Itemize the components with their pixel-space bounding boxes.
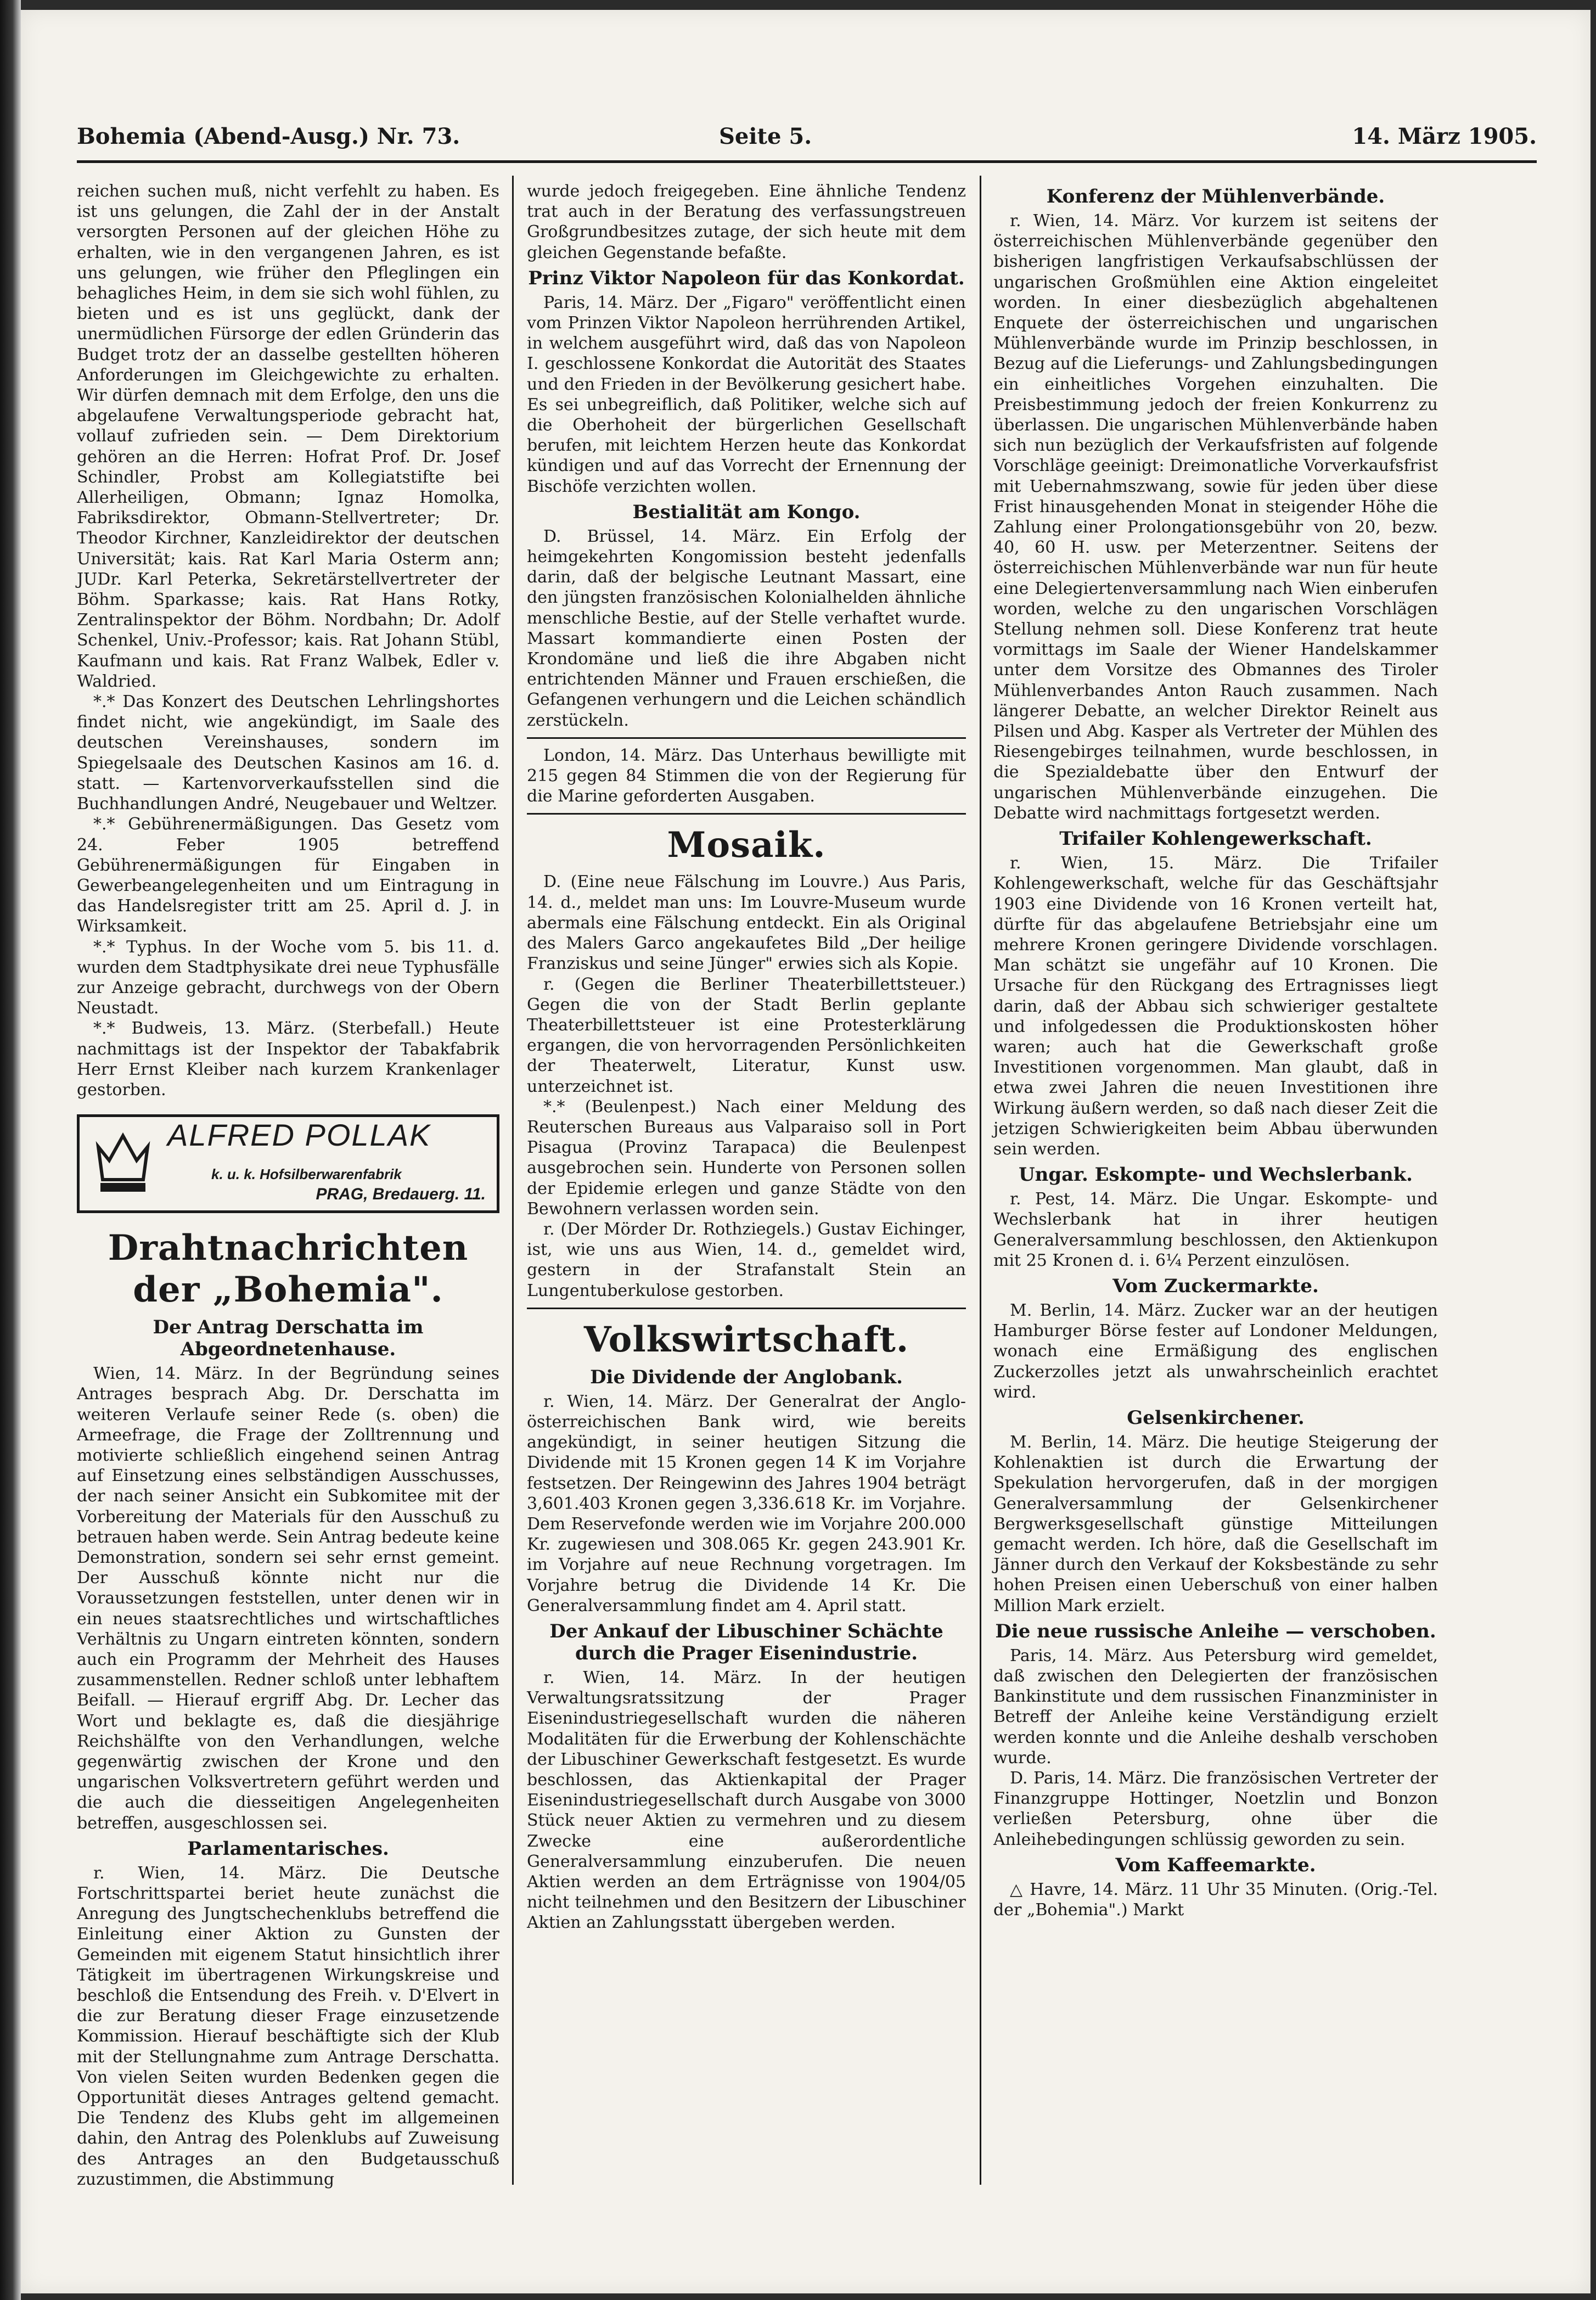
article-heading: Die Dividende der Anglobank. — [590, 1366, 903, 1388]
article-text: Paris, 14. März. Aus Petersburg wird gemeldet, daß zwischen den Delegierten der französischen Bankinstitute und dem russischen Finanzminister in Betreff der Anleihe keine Verständigung erzielt werden konnte und die Anleihe deshalb verschoben wurde. — [993, 1646, 1438, 1768]
article-text: *.* Budweis, 13. März. (Sterbefall.) Heute nachmittags ist der Inspektor der Tabakfabrik Herr Ernst Kleiber nach kurzem Krankenlager gestorben. — [77, 1019, 499, 1099]
article-text: r. Wien, 14. März. In der heutigen Verwaltungsratssitzung der Prager Eisenindustriegesellschaft wurden die näheren Modalitäten für die Erwerbung der Kohlenschächte der Libuschiner Gewerkschaft festgesetzt. Es wurde beschlossen, das Aktienkapital der Prager Eisenindustriegesellschaft durch Ausgabe von 3000 Stück neuer Aktien zu vermehren und zu diesem Zwecke eine außerordentliche Generalversammlung einzuberufen. Die neuen Aktien werden an dem Erträgnisse von 1904/05 nicht teilnehmen und den Besitzern der Libuschiner Aktien an Zahlungsstatt übergeben werden. — [527, 1668, 966, 1933]
column-divider-2 — [980, 176, 981, 2185]
header-date: 14. März 1905. — [1352, 124, 1537, 149]
article-text: *.* Gebührenermäßigungen. Das Gesetz vom 24. Feber 1905 betreffend Gebührenermäßigungen für Eingaben in Gewerbeangelegenheiten und um Eintragung in das Handelsregister tritt am 25. April d. J. in Wirksamkeit. — [77, 815, 499, 936]
page-header — [77, 124, 1537, 156]
advertiser-trade: k. u. k. Hofsilberwarenfabrik — [211, 1166, 402, 1183]
article-text: M. Berlin, 14. März. Zucker war an der heutigen Hamburger Börse fester auf Londoner Meldungen, wonach eine Ermäßigung des englischen Zuckerzolles jetzt als unwahrscheinlich erachtet wird. — [993, 1300, 1438, 1402]
article-heading: Trifailer Kohlengewerkschaft. — [1059, 828, 1372, 850]
article-text: r. (Gegen die Berliner Theaterbillettsteuer.) Gegen die von der Stadt Berlin geplante Theaterbillettsteuer ist eine Protesterklärung ergangen, die von hervorragenden Persönlichkeiten der Theaterwelt, Literatur, Kunst usw. unterzeichnet ist. — [527, 974, 966, 1096]
article-heading: Der Ankauf der Libuschiner Schächte durch die Prager Eisenindustrie. — [549, 1620, 943, 1664]
article-text: r. Wien, 15. März. Die Trifailer Kohlengewerkschaft, welche für das Geschäftsjahr 1903 eine Dividende von 16 Kronen verteilt hat, dürfte für das abgelaufene Betriebsjahr eine um mehrere Kronen geringere Dividende vorschlagen. Man schätzt sie ungefähr auf 10 Kronen. Die Ursache für den Rückgang des Ertragnisses liegt darin, daß der Abbau sich schwieriger gestaltete und infolgedessen die Produktionskosten höher waren; auch hat die Gewerkschaft große Investitionen vorgenommen. Man glaubt, daß in etwa zwei Jahren die neuen Investitionen ihre Wirkung äußern werden, so daß nach dieser Zeit die jetzigen Schwierigkeiten beim Abbau überwunden sein werden. — [993, 854, 1438, 1159]
article-heading: Prinz Viktor Napoleon für das Konkordat. — [528, 267, 965, 289]
section-title: Mosaik. — [667, 824, 826, 866]
binding-edge — [0, 0, 21, 2300]
article-heading: Bestialität am Kongo. — [632, 501, 861, 523]
crown-emblem-icon — [93, 1130, 153, 1196]
advertiser-address: PRAG, Bredauerg. 11. — [316, 1185, 486, 1204]
column-2 — [527, 181, 966, 1933]
advertiser-name: ALFRED POLLAK — [167, 1118, 431, 1153]
article-heading: Vom Kaffeemarkte. — [1115, 1854, 1316, 1876]
article-heading: Konferenz der Mühlenverbände. — [1046, 186, 1385, 207]
header-page-number: Seite 5. — [719, 124, 812, 149]
header-masthead: Bohemia (Abend-Ausg.) Nr. 73. — [77, 124, 460, 149]
article-text: *.* Das Konzert des Deutschen Lehrlingshortes findet nicht, wie angekündigt, im Saale des deutschen Vereinshauses, sondern im Spiegelsaale des Deutschen Kasinos am 16. d. statt. — Kartenvorverkaufsstellen sind die Buchhandlungen André, Neugebauer und Weltzer. — [77, 692, 499, 814]
article-text: Paris, 14. März. Der „Figaro" veröffentlicht einen vom Prinzen Viktor Napoleon herrührenden Artikel, in welchem ausgeführt wird, daß das von Napoleon I. geschlossene Konkordat die Autorität des Staates und den Frieden in der Bevölkerung gesichert habe. Es sei unbegreiflich, daß Politiker, welche sich auf die Oberhoheit der bürgerlichen Gesellschaft berufen, mit leichtem Herzen heute das Konkordat kündigen und auf das Vorrecht der Ernennung der Bischöfe verzichten wollen. — [527, 293, 966, 496]
separator-rule — [527, 1308, 966, 1309]
article-text: r. Wien, 14. März. Die Deutsche Fortschrittspartei beriet heute zunächst die Anregung des Jungtschechenklubs betreffend die Einleitung einer Aktion zu Gunsten der Gemeinden mit eigenem Statut hinsichtlich ihrer Tätigkeit im übertragenen Wirkungskreise und beschloß die Entsendung des Freih. v. D'Elvert in die zur Beratung dieser Frage einzusetzende Kommission. Hierauf beschäftigte sich der Klub mit der Stellungnahme zum Antrage Derschatta. Von vielen Seiten wurden Bedenken gegen die Opportunität dieses Antrages geltend gemacht. Die Tendenz des Klubs geht im allgemeinen dahin, den Antrag des Polenklubs auf Zuweisung des Antrages an den Budgetausschuß zuzustimmen, die Abstimmung — [77, 1863, 499, 2189]
article-text: reichen suchen muß, nicht verfehlt zu haben. Es ist uns gelungen, die Zahl der in der Anstalt versorgten Personen auf der gleichen Höhe zu erhalten, wie in den vergangenen Jahren, es ist uns gelungen, wie früher den Pfleglingen ein behagliches Heim, in dem sie sich wohl fühlen, zu bieten und es ist uns geglückt, dank der unermüdlichen Fürsorge der edlen Gründerin das Budget trotz der an dasselbe gestellten höheren Anforderungen im Gleichgewichte zu erhalten. Wir dürfen demnach mit dem Erfolge, den uns die abgelaufene Verwaltungsperiode gebracht hat, vollauf zufrieden sein. — Dem Direktorium gehören an die Herren: Hofrat Prof. Dr. Josef Schindler, Probst am Kollegiatstifte bei Allerheiligen, Obmann; Ignaz Homolka, Fabriksdirektor, Obmann-Stellvertreter; Dr. Theodor Kirchner, Kanzleidirektor der deutschen Universität; kais. Rat Karl Maria Osterm ann; JUDr. Karl Peterka, Sekretärstellvertreter der Böhm. Sparkasse; kais. Rat Hans Rotky, Zentralinspektor der Böhm. Nordbahn; Dr. Adolf Schenkel, Univ.-Professor; kais. Rat Johann Stübl, Kaufmann und kais. Rat Franz Walbek, Edler v. Waldried. — [77, 182, 499, 691]
section-title: Volkswirtschaft. — [583, 1319, 909, 1360]
article-text: r. (Der Mörder Dr. Rothziegels.) Gustav Eichinger, ist, wie uns aus Wien, 14. d., gemeldet wird, gestern in der Strafanstalt Stein an Lungentuberkulose gestorben. — [527, 1219, 966, 1300]
article-text: D. Paris, 14. März. Die französischen Vertreter der Finanzgruppe Hottinger, Noetzlin und Bonzon verließen Petersburg, ohne über die Anleihebedingungen schlüssig geworden zu sein. — [993, 1769, 1438, 1849]
header-rule — [77, 160, 1537, 163]
column-3 — [993, 181, 1438, 1920]
article-heading: Ungar. Eskompte- und Wechslerbank. — [1018, 1164, 1413, 1186]
article-text: Wien, 14. März. In der Begründung seines Antrages besprach Abg. Dr. Derschatta im weiteren Verlaufe seiner Rede (s. oben) die Armeefrage, die Frage der Zolltrennung und motivierte schließlich eingehend seinen Antrag auf Einsetzung eines selbständigen Ausschusses, der nach seiner Ansicht ein Subkomitee mit der Vorbereitung der Materials für den Ausschuß zu betrauen haben werde. Sein Antrag bedeute keine Demonstration, sondern sei sehr ernst gemeint. Der Ausschuß könnte nicht nur die Voraussetzungen feststellen, unter denen wir in ein neues staatsrechtliches und wirtschaftliches Verhältnis zu Ungarn eintreten könnten, sondern auch ein Programm der Mehrheit des Hauses zusammenstellen. Redner schloß unter lebhaftem Beifall. — Hierauf ergriff Abg. Dr. Lecher das Wort und beklagte es, daß die diesjährige Reichshälfte von den Verhandlungen, welche gegenwärtig zwischen der Krone und den ungarischen Volksvertretern geführt werden und die auch die diesseitigen Angelegenheiten betreffen, ausgeschlossen sei. — [77, 1364, 499, 1833]
article-heading: Die neue russische Anleihe — verschoben. — [995, 1620, 1436, 1642]
article-text: r. Pest, 14. März. Die Ungar. Eskompte- und Wechslerbank hat in ihrer heutigen Generalversammlung beschlossen, den Aktienkupon mit 25 Kronen d. i. 6¼ Perzent einzulösen. — [993, 1190, 1438, 1270]
article-text: wurde jedoch freigegeben. Eine ähnliche Tendenz trat auch in der Beratung des verfassungstreuen Großgrundbesitzes zutage, der sich heute mit dem gleichen Gegenstande befaßte. — [527, 182, 966, 262]
article-heading: Vom Zuckermarkte. — [1112, 1275, 1319, 1297]
column-1 — [77, 181, 499, 2190]
article-text: D. (Eine neue Fälschung im Louvre.) Aus Paris, 14. d., meldet man uns: Im Louvre-Museum wurde abermals eine Fälschung entdeckt. Ein als Original des Malers Garco angekaufetes Bild „Der heilige Franziskus und seine Jünger" erwies sich als Kopie. — [527, 872, 966, 974]
article-text: London, 14. März. Das Unterhaus bewilligte mit 215 gegen 84 Stimmen die von der Regierung für die Marine geforderten Ausgaben. — [527, 745, 966, 806]
article-heading: Der Antrag Derschatta im Abgeordnetenhause. — [153, 1316, 424, 1361]
article-text: D. Brüssel, 14. März. Ein Erfolg der heimgekehrten Kongomission besteht jedenfalls darin, daß der belgische Leutnant Massart, eine den jüngsten französischen Kolonialhelden ähnliche menschliche Bestie, auf der Stelle verhaftet wurde. Massart kommandierte einen Posten der Krondomäne und ließ die ihre Abgaben nicht entrichtenden Männer und Frauen erschießen, die Gefangenen verhungern und die Leichen schändlich zerstückeln. — [527, 526, 966, 730]
separator-rule — [527, 813, 966, 815]
article-heading: Gelsenkirchener. — [1127, 1406, 1305, 1429]
advertisement-box — [77, 1114, 499, 1213]
article-heading: Parlamentarisches. — [187, 1837, 389, 1860]
article-text: r. Wien, 14. März. Vor kurzem ist seitens der österreichischen Mühlenverbände gegenüber den bisherigen langfristigen Verkaufsabschlüssen der ungarischen Großmühlen eine Aktion eingeleitet worden. In einer diesbezüglich abgehaltenen Enquete der österreichischen und ungarischen Mühlenverbände wurde im Prinzip beschlossen, in Bezug auf die Lieferungs- und Zahlungsbedingungen ein einheitliches Vorgehen einzuhalten. Die Preisbestimmung jedoch der freien Konkurrenz zu überlassen. Die ungarischen Mühlenverbände haben sich nun bezüglich der Verkaufsfristen auf folgende Vorschläge geeinigt: Dreimonatliche Vorverkaufsfrist mit Uebernahmszwang, sowie für jeden über diese Frist hinausgehenden Monat in steigender Höhe die Zahlung einer Prolongationsgebühr von 20, bezw. 40, 60 H. usw. per Meterzentner. Seitens der österreichischen Mühlenverbände war nun für heute eine Delegiertenversammlung nach Wien einberufen worden, welche zu den ungarischen Vorschlägen Stellung nehmen soll. Diese Konferenz trat heute vormittags im Saale der Wiener Handelskammer unter dem Vorsitze des Obmannes des Tiroler Mühlenverbandes Anton Rauch zusammen. Nach längerer Debatte, an welcher Direktor Reinelt aus Pilsen und Abg. Kasper als Vertreter der Mühlen des Riesengebirges teilnahmen, wurde beschlossen, in die Spezialdebatte über den Entwurf der ungarischen Mühlenverbände einzugehen. Die Debatte wird nachmittags fortgesetzt werden. — [993, 211, 1438, 823]
article-text: r. Wien, 14. März. Der Generalrat der Anglo-österreichischen Bank wird, wie bereits angekündigt, in seiner heutigen Sitzung die Dividende mit 15 Kronen gegen 14 K im Vorjahre festsetzen. Der Reingewinn des Jahres 1904 beträgt 3,601.403 Kronen gegen 3,336.618 Kr. im Vorjahre. Dem Reservefonde werden wie im Vorjahre 200.000 Kr. zugewiesen und 308.065 Kr. gegen 243.901 Kr. im Vorjahre auf neue Rechnung vorgetragen. Im Vorjahre betrug die Dividende 14 Kr. Die Generalversammlung findet am 4. April statt. — [527, 1392, 966, 1615]
section-title: Drahtnachrichten der „Bohemia". — [108, 1227, 469, 1311]
separator-rule — [527, 737, 966, 739]
column-divider-1 — [512, 176, 514, 2185]
article-text: *.* (Beulenpest.) Nach einer Meldung des Reuterschen Bureaus aus Valparaiso soll in Port Pisagua (Provinz Tarapaca) die Beulenpest ausgebrochen sein. Hunderte von Personen sollen der Epidemie erlegen und ganze Städte von den Bewohnern verlassen worden sein. — [527, 1097, 966, 1219]
article-text: M. Berlin, 14. März. Die heutige Steigerung der Kohlenaktien ist durch die Erwartung der Spekulation hervorgerufen, daß in der morgigen Generalversammlung der Gelsenkirchener Bergwerksgesellschaft günstige Mitteilungen gemacht werden. Ich höre, daß die Gesellschaft im Jänner durch den Verkauf der Koksbestände zu sehr hohen Preisen einen Ueberschuß von einer halben Million Mark erzielt. — [993, 1432, 1438, 1615]
article-text: *.* Typhus. In der Woche vom 5. bis 11. d. wurden dem Stadtphysikate drei neue Typhusfälle zur Anzeige gebracht, durchwegs von der Obern Neustadt. — [77, 937, 499, 1018]
article-text: △ Havre, 14. März. 11 Uhr 35 Minuten. (Orig.-Tel. der „Bohemia".) Markt — [993, 1880, 1438, 1920]
